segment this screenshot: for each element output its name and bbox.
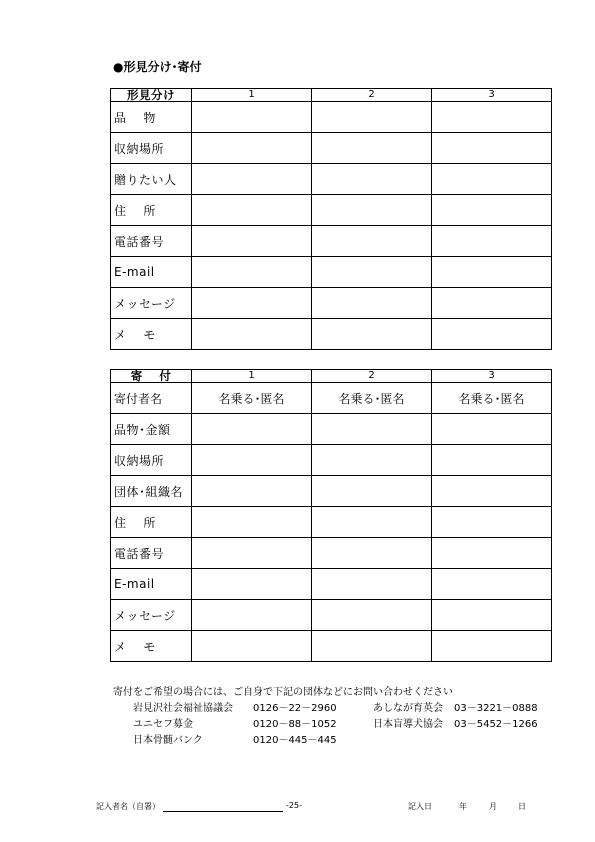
input-cell[interactable] [432,195,552,226]
row-label-item-amount: 品物･金額 [111,414,192,445]
input-cell[interactable] [192,476,312,507]
name-choice-cell[interactable]: 名乗る･匿名 [432,383,552,414]
input-cell[interactable] [312,414,432,445]
input-cell[interactable] [432,507,552,538]
org-name: あしなが育英会 [373,703,443,714]
row-label-memo: メ モ [111,319,192,350]
input-cell[interactable] [432,445,552,476]
input-cell[interactable] [312,569,432,600]
input-cell[interactable] [432,631,552,662]
input-cell[interactable] [192,226,312,257]
column-header-1: 1 [192,370,312,383]
keepsake-header-label: 形見分け [111,89,192,102]
table-row [111,569,552,600]
year-label: 年 [459,802,467,811]
keepsake-header-row [111,89,552,102]
row-label-phone: 電話番号 [111,226,192,257]
input-cell[interactable] [432,133,552,164]
input-cell[interactable] [192,164,312,195]
input-cell[interactable] [192,569,312,600]
input-cell[interactable] [192,288,312,319]
row-label-message: メッセージ [111,288,192,319]
input-cell[interactable] [432,600,552,631]
table-row [111,600,552,631]
table-row [111,288,552,319]
org-name: ユニセフ募金 [133,719,193,730]
org-phone: 0120－88－1052 [253,719,337,730]
org-phone: 03－3221－0888 [454,703,538,714]
page-number: -25- [286,801,302,810]
input-cell[interactable] [192,538,312,569]
input-cell[interactable] [432,476,552,507]
input-cell[interactable] [432,538,552,569]
table-row [111,319,552,350]
table-row [111,102,552,133]
donation-header-row [111,370,552,383]
row-label-organization: 団体･組織名 [111,476,192,507]
input-cell[interactable] [312,445,432,476]
input-cell[interactable] [312,133,432,164]
table-row [111,538,552,569]
input-cell[interactable] [192,600,312,631]
row-label-donor-name: 寄付者名 [111,383,192,414]
name-choice-cell[interactable]: 名乗る･匿名 [192,383,312,414]
table-row [111,164,552,195]
name-choice-cell[interactable]: 名乗る･匿名 [312,383,432,414]
table-row [111,226,552,257]
table-row [111,476,552,507]
row-label-storage: 収納場所 [111,133,192,164]
signature-line[interactable] [163,811,283,812]
input-cell[interactable] [312,476,432,507]
input-cell[interactable] [192,195,312,226]
input-cell[interactable] [192,133,312,164]
org-name: 日本骨髄バンク [133,735,203,746]
column-header-3: 3 [432,370,552,383]
org-name: 岩見沢社会福祉協議会 [133,703,233,714]
month-label: 月 [489,802,497,811]
row-label-message: メッセージ [111,600,192,631]
table-row [111,445,552,476]
row-label-storage: 収納場所 [111,445,192,476]
input-cell[interactable] [192,631,312,662]
date-label: 記入日 [408,802,432,811]
input-cell[interactable] [432,319,552,350]
input-cell[interactable] [432,257,552,288]
row-label-memo: メ モ [111,631,192,662]
input-cell[interactable] [432,102,552,133]
org-phone: 03－5452－1266 [454,719,538,730]
input-cell[interactable] [432,164,552,195]
org-phone: 0126－22－2960 [253,703,337,714]
input-cell[interactable] [432,226,552,257]
donation-header-label: 寄 付 [111,370,192,383]
table-row [111,507,552,538]
input-cell[interactable] [312,257,432,288]
writer-name-label: 記入者名（自署） [96,802,160,811]
row-label-email: E-mail [111,257,192,288]
row-label-address: 住 所 [111,195,192,226]
column-header-2: 2 [312,370,432,383]
input-cell[interactable] [312,102,432,133]
input-cell[interactable] [432,288,552,319]
donation-note: 寄付をご希望の場合には、ご自身で下記の団体などにお問い合わせください [113,687,453,698]
input-cell[interactable] [312,631,432,662]
input-cell[interactable] [312,600,432,631]
section-title: ●形見分け･寄付 [113,60,202,74]
column-header-3: 3 [432,89,552,102]
input-cell[interactable] [312,226,432,257]
input-cell[interactable] [192,507,312,538]
input-cell[interactable] [312,507,432,538]
row-label-email: E-mail [111,569,192,600]
row-label-recipient: 贈りたい人 [111,164,192,195]
day-label: 日 [518,802,526,811]
table-row [111,414,552,445]
input-cell[interactable] [312,288,432,319]
input-cell[interactable] [192,414,312,445]
input-cell[interactable] [432,414,552,445]
input-cell[interactable] [312,319,432,350]
input-cell[interactable] [312,538,432,569]
table-row [111,257,552,288]
org-name: 日本盲導犬協会 [373,719,443,730]
donation-table [110,369,552,662]
input-cell[interactable] [312,195,432,226]
row-label-item: 品 物 [111,102,192,133]
row-label-address: 住 所 [111,507,192,538]
input-cell[interactable] [432,569,552,600]
table-row [111,631,552,662]
table-row [111,133,552,164]
input-cell[interactable] [312,164,432,195]
row-label-phone: 電話番号 [111,538,192,569]
input-cell[interactable] [192,319,312,350]
input-cell[interactable] [192,102,312,133]
table-row [111,195,552,226]
donor-name-row [111,383,552,414]
column-header-2: 2 [312,89,432,102]
column-header-1: 1 [192,89,312,102]
org-phone: 0120－445－445 [253,735,337,746]
input-cell[interactable] [192,257,312,288]
input-cell[interactable] [192,445,312,476]
keepsake-table [110,88,552,350]
